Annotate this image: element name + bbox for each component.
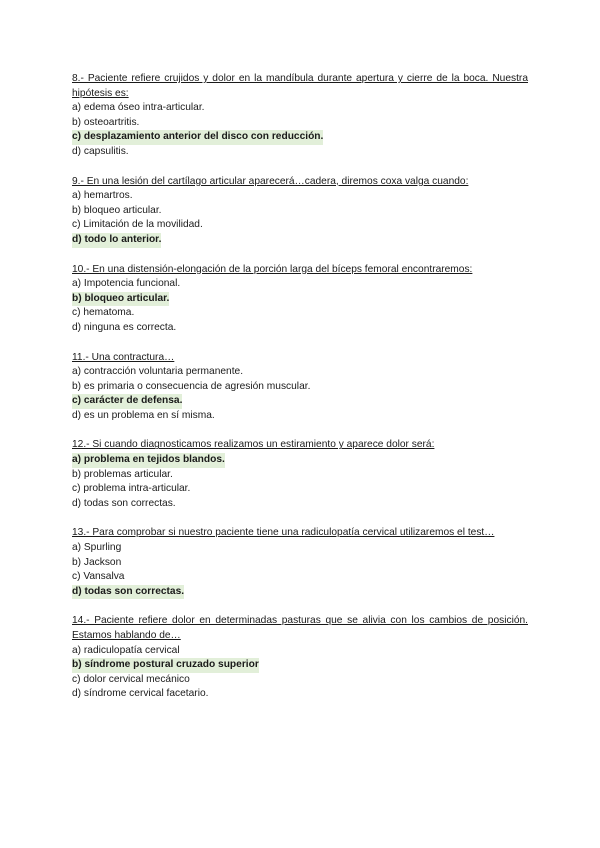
question-9 (72, 175, 528, 248)
option-b: b) osteoartritis. (72, 116, 140, 128)
option-c: c) Vansalva (72, 571, 125, 583)
option-d: d) síndrome cervical facetario. (72, 688, 209, 700)
question-10 (72, 263, 528, 336)
option-c: c) hematoma. (72, 307, 135, 319)
option-c-correct: c) carácter de defensa. (72, 394, 182, 409)
question-13 (72, 526, 528, 599)
option-b-correct: b) síndrome postural cruzado superior (72, 658, 259, 673)
question-title: 13.- Para comprobar si nuestro paciente tiene una radiculopatía cervical utilizaremos el test… (72, 527, 495, 539)
question-8 (72, 72, 528, 160)
question-14 (72, 614, 528, 702)
option-a: a) Spurling (72, 542, 122, 554)
question-title: 11.- Una contractura… (72, 351, 175, 363)
option-c: c) dolor cervical mecánico (72, 673, 190, 685)
option-b: b) bloqueo articular. (72, 204, 162, 216)
document-page (72, 72, 528, 717)
option-a: a) edema óseo intra-articular. (72, 102, 205, 114)
option-c: c) Limitación de la movilidad. (72, 219, 203, 231)
option-b: b) es primaria o consecuencia de agresión muscular. (72, 380, 311, 392)
option-a: a) contracción voluntaria permanente. (72, 366, 244, 378)
option-a: a) hemartros. (72, 190, 133, 202)
option-d: d) ninguna es correcta. (72, 321, 177, 333)
question-12 (72, 438, 528, 511)
option-c-correct: c) desplazamiento anterior del disco con reducción. (72, 130, 323, 145)
option-a-correct: a) problema en tejidos blandos. (72, 453, 225, 468)
option-a: a) radiculopatía cervical (72, 644, 180, 656)
option-d: d) todas son correctas. (72, 497, 176, 509)
question-title: 8.- Paciente refiere crujidos y dolor en la mandíbula durante apertura y cierre de la boca. Nuestra hipótesis es: (72, 73, 528, 99)
option-d-correct: d) todo lo anterior. (72, 233, 161, 248)
option-c: c) problema intra-articular. (72, 483, 191, 495)
option-b: b) Jackson (72, 556, 122, 568)
option-d: d) capsulitis. (72, 145, 129, 157)
option-d-correct: d) todas son correctas. (72, 585, 184, 600)
option-b: b) problemas articular. (72, 468, 173, 480)
option-d: d) es un problema en sí misma. (72, 409, 215, 421)
option-a: a) Impotencia funcional. (72, 278, 181, 290)
question-title: 12.- Si cuando diagnosticamos realizamos un estiramiento y aparece dolor será: (72, 439, 435, 451)
option-b-correct: b) bloqueo articular. (72, 292, 169, 307)
question-title: 9.- En una lesión del cartílago articular aparecerá…cadera, diremos coxa valga cuando: (72, 175, 469, 187)
question-title: 10.- En una distensión-elongación de la porción larga del bíceps femoral encontraremos: (72, 263, 473, 275)
question-11 (72, 351, 528, 424)
question-title: 14.- Paciente refiere dolor en determinadas pasturas que se alivia con los cambios de posición. Estamos hablando de… (72, 615, 528, 641)
